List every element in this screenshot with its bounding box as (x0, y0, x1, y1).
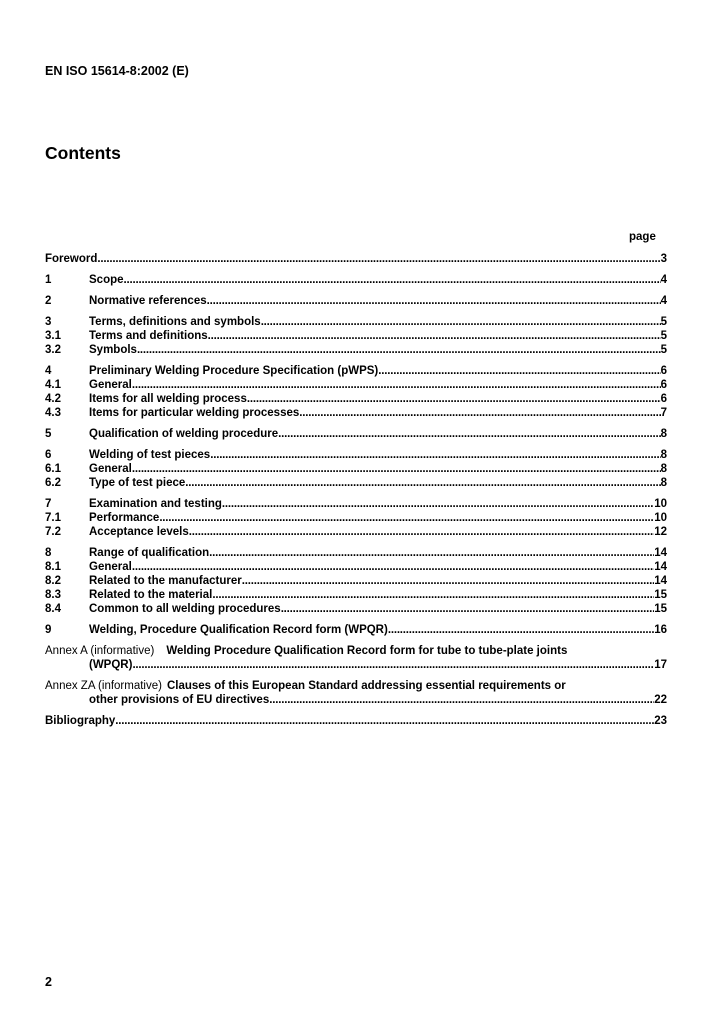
toc-entry-text: General (89, 561, 132, 573)
toc-entry-text: Related to the manufacturer (89, 575, 242, 587)
toc-entry-page: 6 (660, 379, 667, 391)
toc-entry-text: Qualification of welding procedure (89, 428, 279, 440)
annex-prefix: Annex ZA (informative) (45, 680, 162, 692)
document-header: EN ISO 15614-8:2002 (E) (45, 64, 189, 78)
dot-leader (247, 392, 661, 406)
toc-entry-text-continued: other provisions of EU directives (89, 694, 270, 706)
toc-entry-page: 15 (654, 589, 667, 601)
dot-leader (132, 658, 654, 672)
toc-entry-text: Range of qualification (89, 547, 210, 559)
dot-leader (278, 427, 660, 441)
toc-entry-4-3[interactable] (45, 406, 667, 420)
toc-entry-number: 5 (45, 428, 52, 440)
toc-entry-page: 14 (654, 575, 667, 587)
dot-leader (115, 714, 654, 728)
dot-leader (299, 406, 660, 420)
toc-entry-text: Bibliography (45, 715, 116, 727)
toc-entry-page: 14 (654, 547, 667, 559)
toc-entry-3[interactable] (45, 315, 667, 329)
toc-entry-text: Type of test piece (89, 477, 186, 489)
toc-entry-number: 8.4 (45, 603, 61, 615)
dot-leader (388, 623, 654, 637)
toc-entry-page: 6 (660, 393, 667, 405)
toc-entry-text: Clauses of this European Standard addressing essential requirements or (166, 680, 566, 692)
toc-entry-page: 4 (660, 274, 667, 286)
toc-entry-number: 6.1 (45, 463, 61, 475)
toc-entry-page: 10 (654, 498, 667, 510)
toc-entry-number: 4 (45, 365, 52, 377)
toc-entry-text: Terms and definitions (89, 330, 208, 342)
toc-entry-text: Foreword (45, 253, 98, 265)
toc-entry-8-1[interactable] (45, 560, 667, 574)
toc-entry-3-1[interactable] (45, 329, 667, 343)
dot-leader (242, 574, 654, 588)
dot-leader (208, 329, 661, 343)
toc-entry-7-1[interactable] (45, 511, 667, 525)
annex-prefix: Annex A (informative) (45, 645, 155, 657)
toc-entry-number: 7.1 (45, 512, 61, 524)
toc-entry-1[interactable] (45, 273, 667, 287)
toc-entry-page: 5 (660, 316, 667, 328)
toc-entry-page: 3 (660, 253, 667, 265)
toc-entry-text: Symbols (89, 344, 137, 356)
toc-entry-number: 3.1 (45, 330, 61, 342)
toc-entry-number: 7.2 (45, 526, 61, 538)
page-title: Contents (45, 143, 121, 163)
dot-leader (137, 343, 661, 357)
toc-entry-number: 4.2 (45, 393, 61, 405)
toc-entry-page: 14 (654, 561, 667, 573)
toc-entry-text: Performance (89, 512, 160, 524)
toc-entry-number: 8 (45, 547, 52, 559)
toc-entry-page: 7 (660, 407, 667, 419)
dot-leader (378, 364, 660, 378)
toc-entry-8-3[interactable] (45, 588, 667, 602)
toc-entry-text: Related to the material (89, 589, 213, 601)
table-of-contents (45, 252, 667, 735)
toc-entry-4[interactable] (45, 364, 667, 378)
toc-entry-3-2[interactable] (45, 343, 667, 357)
toc-entry-text: Common to all welding procedures (89, 603, 281, 615)
toc-entry-number: 3 (45, 316, 52, 328)
dot-leader (132, 378, 661, 392)
toc-entry-text: Welding of test pieces (89, 449, 211, 461)
toc-entry-annex-a[interactable] (45, 644, 667, 672)
dot-leader (189, 525, 654, 539)
toc-entry-text: Terms, definitions and symbols (89, 316, 261, 328)
toc-entry-page: 16 (654, 624, 667, 636)
toc-entry-page: 8 (660, 477, 667, 489)
toc-entry-8-2[interactable] (45, 574, 667, 588)
dot-leader (281, 602, 655, 616)
toc-entry-page: 17 (654, 659, 667, 671)
toc-entry-number: 9 (45, 624, 52, 636)
dot-leader (210, 448, 660, 462)
dot-leader (261, 315, 661, 329)
toc-entry-text-continued: (WPQR) (89, 659, 133, 671)
dot-leader (185, 476, 660, 490)
toc-entry-text: Normative references (89, 295, 207, 307)
page-number: 2 (45, 975, 52, 989)
toc-entry-4-2[interactable] (45, 392, 667, 406)
dot-leader (269, 693, 654, 707)
toc-entry-foreword[interactable] (45, 252, 667, 266)
dot-leader (212, 588, 654, 602)
toc-entry-number: 4.1 (45, 379, 61, 391)
toc-entry-page: 8 (660, 449, 667, 461)
toc-entry-page: 10 (654, 512, 667, 524)
toc-entry-6-2[interactable] (45, 476, 667, 490)
toc-entry-page: 5 (660, 330, 667, 342)
toc-entry-text: Preliminary Welding Procedure Specification (pWPS) (89, 365, 379, 377)
dot-leader (207, 294, 661, 308)
toc-entry-text: Acceptance levels (89, 526, 189, 538)
dot-leader (209, 546, 654, 560)
toc-entry-number: 6 (45, 449, 52, 461)
toc-entry-page: 5 (660, 344, 667, 356)
toc-entry-text: Examination and testing (89, 498, 222, 510)
dot-leader (222, 497, 654, 511)
toc-entry-annex-za[interactable] (45, 679, 667, 707)
toc-entry-text: Items for particular welding processes (89, 407, 300, 419)
toc-entry-bibliography[interactable] (45, 714, 667, 728)
dot-leader (124, 273, 661, 287)
toc-entry-page: 15 (654, 603, 667, 615)
toc-entry-7[interactable] (45, 497, 667, 511)
toc-entry-text: General (89, 463, 132, 475)
toc-entry-4-1[interactable] (45, 378, 667, 392)
toc-entry-8[interactable] (45, 546, 667, 560)
toc-entry-page: 4 (660, 295, 667, 307)
toc-entry-number: 8.1 (45, 561, 61, 573)
toc-entry-text: Welding, Procedure Qualification Record form (WPQR) (89, 624, 388, 636)
page-column-label: page (629, 231, 656, 243)
dot-leader (132, 560, 654, 574)
toc-entry-6-1[interactable] (45, 462, 667, 476)
toc-entry-text: Scope (89, 274, 124, 286)
toc-entry-number: 1 (45, 274, 52, 286)
toc-entry-text: Welding Procedure Qualification Record form for tube to tube-plate joints (166, 645, 568, 657)
toc-entry-page: 12 (654, 526, 667, 538)
toc-entry-number: 3.2 (45, 344, 61, 356)
toc-entry-number: 6.2 (45, 477, 61, 489)
toc-entry-6[interactable] (45, 448, 667, 462)
toc-entry-8-4[interactable] (45, 602, 667, 616)
toc-entry-page: 6 (660, 365, 667, 377)
toc-entry-number: 8.2 (45, 575, 61, 587)
toc-entry-text: Items for all welding process (89, 393, 247, 405)
toc-entry-number: 4.3 (45, 407, 61, 419)
dot-leader (97, 252, 660, 266)
toc-entry-number: 8.3 (45, 589, 61, 601)
toc-entry-page: 23 (654, 715, 667, 727)
toc-entry-text: General (89, 379, 132, 391)
toc-entry-number: 7 (45, 498, 52, 510)
toc-entry-page: 22 (654, 694, 667, 706)
toc-entry-number: 2 (45, 295, 52, 307)
dot-leader (132, 462, 661, 476)
toc-entry-page: 8 (660, 428, 667, 440)
toc-entry-2[interactable] (45, 294, 667, 308)
toc-entry-7-2[interactable] (45, 525, 667, 539)
toc-entry-5[interactable] (45, 427, 667, 441)
dot-leader (159, 511, 654, 525)
toc-entry-9[interactable] (45, 623, 667, 637)
toc-entry-page: 8 (660, 463, 667, 475)
